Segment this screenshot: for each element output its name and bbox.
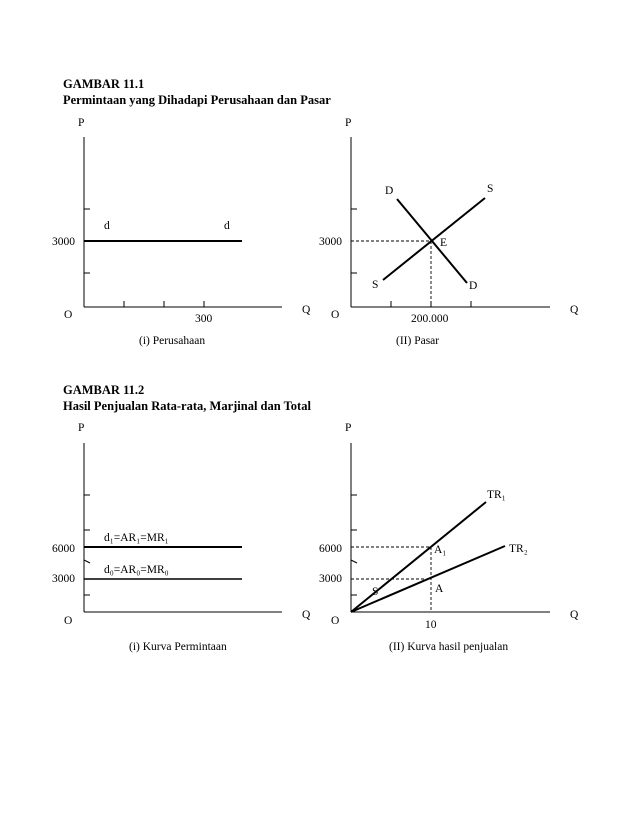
figure2-caption: Hasil Penjualan Rata-rata, Marjinal dan Total	[63, 399, 311, 413]
fig2-demand-p-label: P	[78, 422, 85, 434]
fig1-market-panel	[319, 117, 579, 347]
fig1-market-supply-top-label: S	[487, 183, 494, 195]
fig1-market-subtitle: (II) Pasar	[396, 335, 440, 347]
fig2-demand-p-tick	[84, 560, 90, 563]
fig1-firm-qty-tick-label: 300	[195, 313, 213, 325]
fig2-demand-lower-line-label: d₀=AR₀=MR₀	[104, 564, 169, 576]
fig2-revenue-price-low-label: 3000	[319, 573, 342, 585]
fig2-revenue-panel	[319, 422, 579, 653]
fig2-revenue-point-a: A	[435, 583, 444, 595]
fig2-revenue-p-tick	[351, 560, 357, 563]
fig2-revenue-tr2-line	[351, 546, 505, 612]
fig2-demand-upper-line-label: d₁=AR₁=MR₁	[104, 532, 169, 544]
figure2-label: GAMBAR 11.2	[63, 383, 145, 397]
fig1-firm-price-tick-label: 3000	[52, 236, 75, 248]
fig1-firm-subtitle: (i) Perusahaan	[139, 335, 206, 347]
fig1-market-q-label: Q	[570, 304, 579, 316]
fig2-demand-panel	[52, 422, 311, 653]
fig1-market-supply-bottom-label: S	[372, 279, 379, 291]
fig1-market-origin: O	[331, 309, 340, 321]
figure1-caption: Permintaan yang Dihadapi Perusahaan dan Pasar	[63, 93, 331, 107]
fig1-firm-q-label: Q	[302, 304, 311, 316]
fig2-revenue-qty-tick-label: 10	[425, 619, 437, 631]
fig1-market-equilibrium-label: E	[440, 237, 448, 249]
fig1-market-supply-curve	[383, 198, 485, 280]
fig1-market-price-tick-label: 3000	[319, 236, 342, 248]
fig2-revenue-q-label: Q	[570, 609, 579, 621]
fig1-market-p-label: P	[345, 117, 352, 129]
fig2-demand-price-high-label: 6000	[52, 543, 75, 555]
fig2-demand-subtitle: (i) Kurva Permintaan	[129, 641, 227, 653]
figure1-label: GAMBAR 11.1	[63, 77, 145, 91]
fig2-revenue-subtitle: (II) Kurva hasil penjualan	[389, 641, 509, 653]
fig1-market-qty-tick-label: 200.000	[411, 313, 449, 325]
fig1-firm-curve-label-left: d	[104, 220, 110, 232]
fig1-market-demand-bottom-label: D	[469, 280, 478, 292]
fig2-revenue-tr2-label: TR₂	[509, 543, 528, 555]
fig2-demand-origin: O	[64, 615, 73, 627]
fig2-revenue-price-high-label: 6000	[319, 543, 342, 555]
fig1-firm-origin: O	[64, 309, 73, 321]
fig1-market-demand-top-label: D	[385, 185, 394, 197]
fig1-firm-p-label: P	[78, 117, 85, 129]
fig2-revenue-point-a1: A₁	[434, 544, 447, 556]
fig2-demand-price-low-label: 3000	[52, 573, 75, 585]
fig2-revenue-tr1-label: TR₁	[487, 489, 506, 501]
fig2-revenue-p-label: P	[345, 422, 352, 434]
fig2-demand-q-label: Q	[302, 609, 311, 621]
fig2-revenue-origin: O	[331, 615, 340, 627]
fig1-firm-panel	[52, 117, 311, 347]
fig2-revenue-point-s: S	[372, 586, 379, 598]
fig1-firm-curve-label-right: d	[224, 220, 230, 232]
